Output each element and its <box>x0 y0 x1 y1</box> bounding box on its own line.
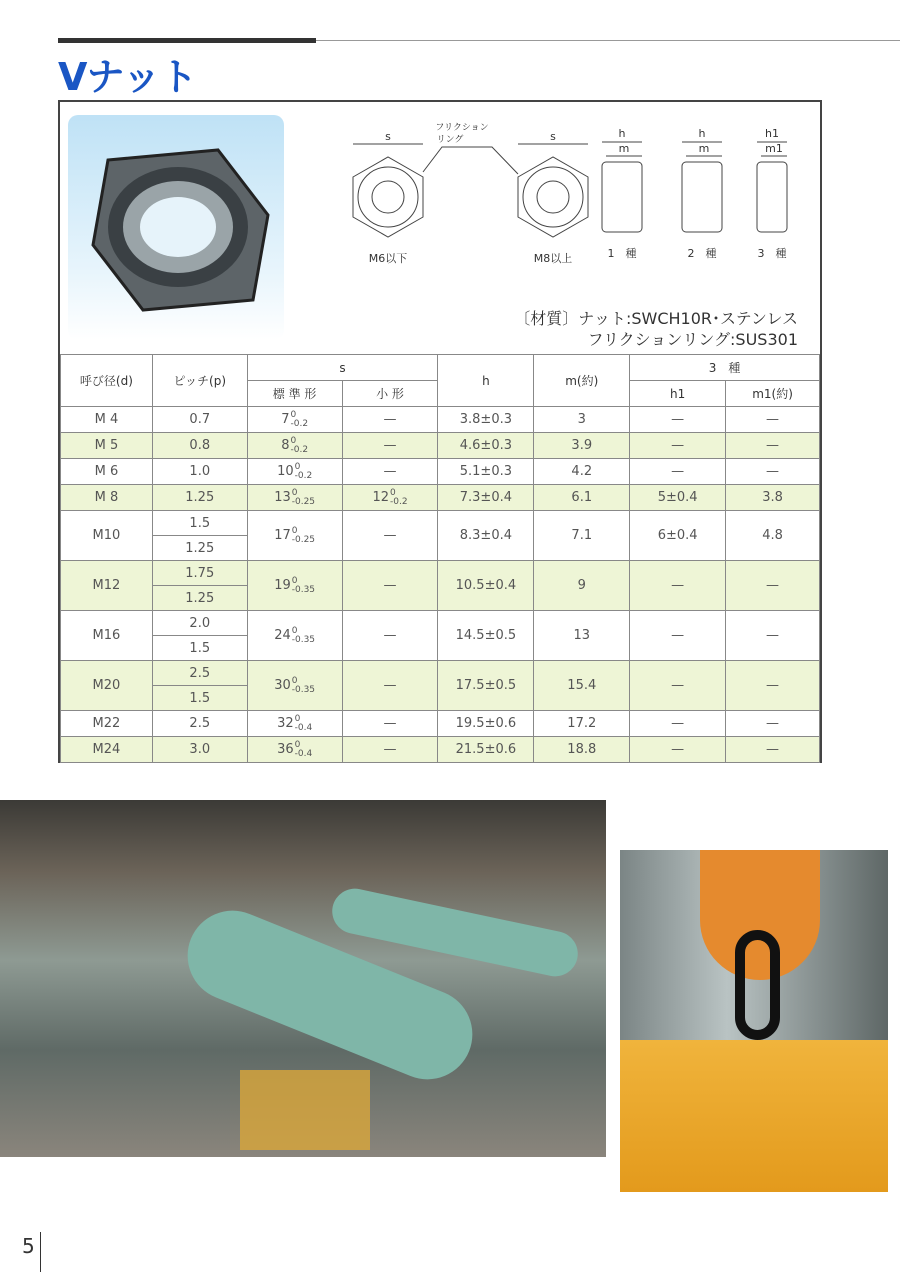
table-row <box>61 737 820 763</box>
label-type3: 3 種 <box>757 247 787 260</box>
cell-h1: 5±0.4 <box>630 485 726 511</box>
cell-pitch: 1.25 <box>152 586 247 611</box>
cell-m1: 3.8 <box>726 485 820 511</box>
cell-h: 19.5±0.6 <box>438 711 534 737</box>
cell-pitch: 2.5 <box>152 661 247 686</box>
table-row <box>61 407 820 433</box>
tolerance-value: 32 0 -0.4 <box>277 713 313 733</box>
cell-m1: — <box>726 661 820 711</box>
ring-label-2: リング <box>436 135 464 145</box>
cell-m1: — <box>726 561 820 611</box>
cell-pitch: 1.75 <box>152 561 247 586</box>
cell-diameter: M 5 <box>61 433 153 459</box>
label-m: m <box>618 142 630 155</box>
cell-m1: 4.8 <box>726 511 820 561</box>
cell-s-standard <box>247 661 342 711</box>
cell-s-small: — <box>342 711 438 737</box>
material-note <box>514 308 798 350</box>
page-number: 5 <box>22 1234 35 1258</box>
cell-pitch: 1.0 <box>152 459 247 485</box>
header-s: s <box>247 355 438 381</box>
cell-pitch: 1.25 <box>152 485 247 511</box>
cell-h1: — <box>630 661 726 711</box>
cell-m: 3 <box>534 407 630 433</box>
cell-s-small: — <box>342 459 438 485</box>
nut-photo <box>68 115 284 340</box>
cell-m: 7.1 <box>534 511 630 561</box>
cell-h1: 6±0.4 <box>630 511 726 561</box>
cell-s-small: — <box>342 511 438 561</box>
table-row <box>61 459 820 485</box>
cell-pitch: 1.25 <box>152 536 247 561</box>
cell-pitch: 1.5 <box>152 511 247 536</box>
cell-s-standard <box>247 407 342 433</box>
material-ring: フリクションリング:SUS301 <box>587 330 798 349</box>
cell-h1: — <box>630 611 726 661</box>
cell-pitch: 2.5 <box>152 711 247 737</box>
cell-m1: — <box>726 459 820 485</box>
header-s-standard: 標 準 形 <box>247 381 342 407</box>
cell-diameter: M24 <box>61 737 153 763</box>
label-h1: h1 <box>765 127 779 140</box>
label-h-2: h <box>698 127 706 140</box>
cell-h: 3.8±0.3 <box>438 407 534 433</box>
cell-pitch: 2.0 <box>152 611 247 636</box>
cell-m1: — <box>726 433 820 459</box>
table-row <box>61 661 820 686</box>
ring-label: フリクション <box>435 123 489 133</box>
label-type1: 1 種 <box>607 247 637 260</box>
table-row <box>61 711 820 737</box>
header-d: 呼び径(d) <box>61 355 153 407</box>
page-number-rule <box>40 1232 41 1272</box>
table-row <box>61 511 820 536</box>
cell-m: 6.1 <box>534 485 630 511</box>
cell-h: 10.5±0.4 <box>438 561 534 611</box>
header-line <box>316 40 900 41</box>
cell-s-standard <box>247 459 342 485</box>
cell-h: 8.3±0.4 <box>438 511 534 561</box>
label-type2: 2 種 <box>687 247 717 260</box>
header-s-small: 小 形 <box>342 381 438 407</box>
cell-h1: — <box>630 711 726 737</box>
cell-diameter: M 6 <box>61 459 153 485</box>
label-m-2: m <box>698 142 710 155</box>
cell-diameter: M16 <box>61 611 153 661</box>
tolerance-value: 30 0 -0.35 <box>274 675 316 695</box>
tolerance-value: 19 0 -0.35 <box>274 575 316 595</box>
crane-hook-photo <box>620 850 888 1192</box>
cell-s-small: — <box>342 433 438 459</box>
cell-pitch: 0.8 <box>152 433 247 459</box>
tolerance-value: 13 0 -0.25 <box>274 487 316 507</box>
cell-s-standard <box>247 561 342 611</box>
cell-s-standard <box>247 711 342 737</box>
cell-h: 7.3±0.4 <box>438 485 534 511</box>
cell-pitch: 1.5 <box>152 686 247 711</box>
cell-h: 4.6±0.3 <box>438 433 534 459</box>
cell-m1: — <box>726 737 820 763</box>
header-h1: h1 <box>630 381 726 407</box>
cell-diameter: M22 <box>61 711 153 737</box>
cell-h1: — <box>630 407 726 433</box>
label-m8: M8以上 <box>533 252 573 265</box>
tolerance-value: 8 0 -0.2 <box>281 435 309 455</box>
cell-diameter: M20 <box>61 661 153 711</box>
cell-m: 18.8 <box>534 737 630 763</box>
label-m1: m1 <box>765 142 783 155</box>
cell-s-standard <box>247 737 342 763</box>
tolerance-value: 12 0 -0.2 <box>372 487 408 507</box>
cell-pitch: 3.0 <box>152 737 247 763</box>
table-row <box>61 485 820 511</box>
cell-h1: — <box>630 459 726 485</box>
cell-m: 9 <box>534 561 630 611</box>
cell-s-standard <box>247 511 342 561</box>
tolerance-value: 10 0 -0.2 <box>277 461 313 481</box>
tolerance-value: 36 0 -0.4 <box>277 739 313 759</box>
cell-s-small: — <box>342 737 438 763</box>
table-row <box>61 561 820 586</box>
header-m: m(約) <box>534 355 630 407</box>
material-nut: 〔材質〕ナット:SWCH10R･ステンレス <box>514 309 798 328</box>
cell-s-small: — <box>342 561 438 611</box>
cell-m: 17.2 <box>534 711 630 737</box>
tolerance-value: 17 0 -0.25 <box>274 525 316 545</box>
cell-h1: — <box>630 433 726 459</box>
header-m1: m1(約) <box>726 381 820 407</box>
cell-diameter: M10 <box>61 511 153 561</box>
label-s-1: s <box>385 130 391 143</box>
cell-m: 4.2 <box>534 459 630 485</box>
header-h: h <box>438 355 534 407</box>
cell-pitch: 1.5 <box>152 636 247 661</box>
cell-h1: — <box>630 561 726 611</box>
label-h: h <box>618 127 626 140</box>
cell-m: 3.9 <box>534 433 630 459</box>
cell-h: 17.5±0.5 <box>438 661 534 711</box>
title-rule <box>58 38 316 43</box>
cell-diameter: M 8 <box>61 485 153 511</box>
cell-h1: — <box>630 737 726 763</box>
table-row <box>61 433 820 459</box>
header-pitch: ピッチ(p) <box>152 355 247 407</box>
cell-m1: — <box>726 711 820 737</box>
cell-diameter: M12 <box>61 561 153 611</box>
cell-s-standard <box>247 611 342 661</box>
tolerance-value: 24 0 -0.35 <box>274 625 316 645</box>
cell-s-small: — <box>342 661 438 711</box>
tolerance-value: 7 0 -0.2 <box>281 409 309 429</box>
page-title: Vナット <box>58 55 197 99</box>
table-row <box>61 611 820 636</box>
cell-s-small <box>342 485 438 511</box>
cell-diameter: M 4 <box>61 407 153 433</box>
cell-s-small: — <box>342 407 438 433</box>
cell-s-small: — <box>342 611 438 661</box>
cell-m1: — <box>726 611 820 661</box>
spec-table <box>60 354 820 763</box>
cell-m1: — <box>726 407 820 433</box>
cell-m: 13 <box>534 611 630 661</box>
aircraft-factory-photo <box>0 800 606 1157</box>
cell-h: 21.5±0.6 <box>438 737 534 763</box>
cell-s-standard <box>247 433 342 459</box>
cell-h: 14.5±0.5 <box>438 611 534 661</box>
cell-s-standard <box>247 485 342 511</box>
label-m6: M6以下 <box>368 252 408 265</box>
cell-m: 15.4 <box>534 661 630 711</box>
header-type3: 3 種 <box>630 355 820 381</box>
spec-panel <box>58 100 822 763</box>
cell-h: 5.1±0.3 <box>438 459 534 485</box>
cell-pitch: 0.7 <box>152 407 247 433</box>
label-s-2: s <box>550 130 556 143</box>
